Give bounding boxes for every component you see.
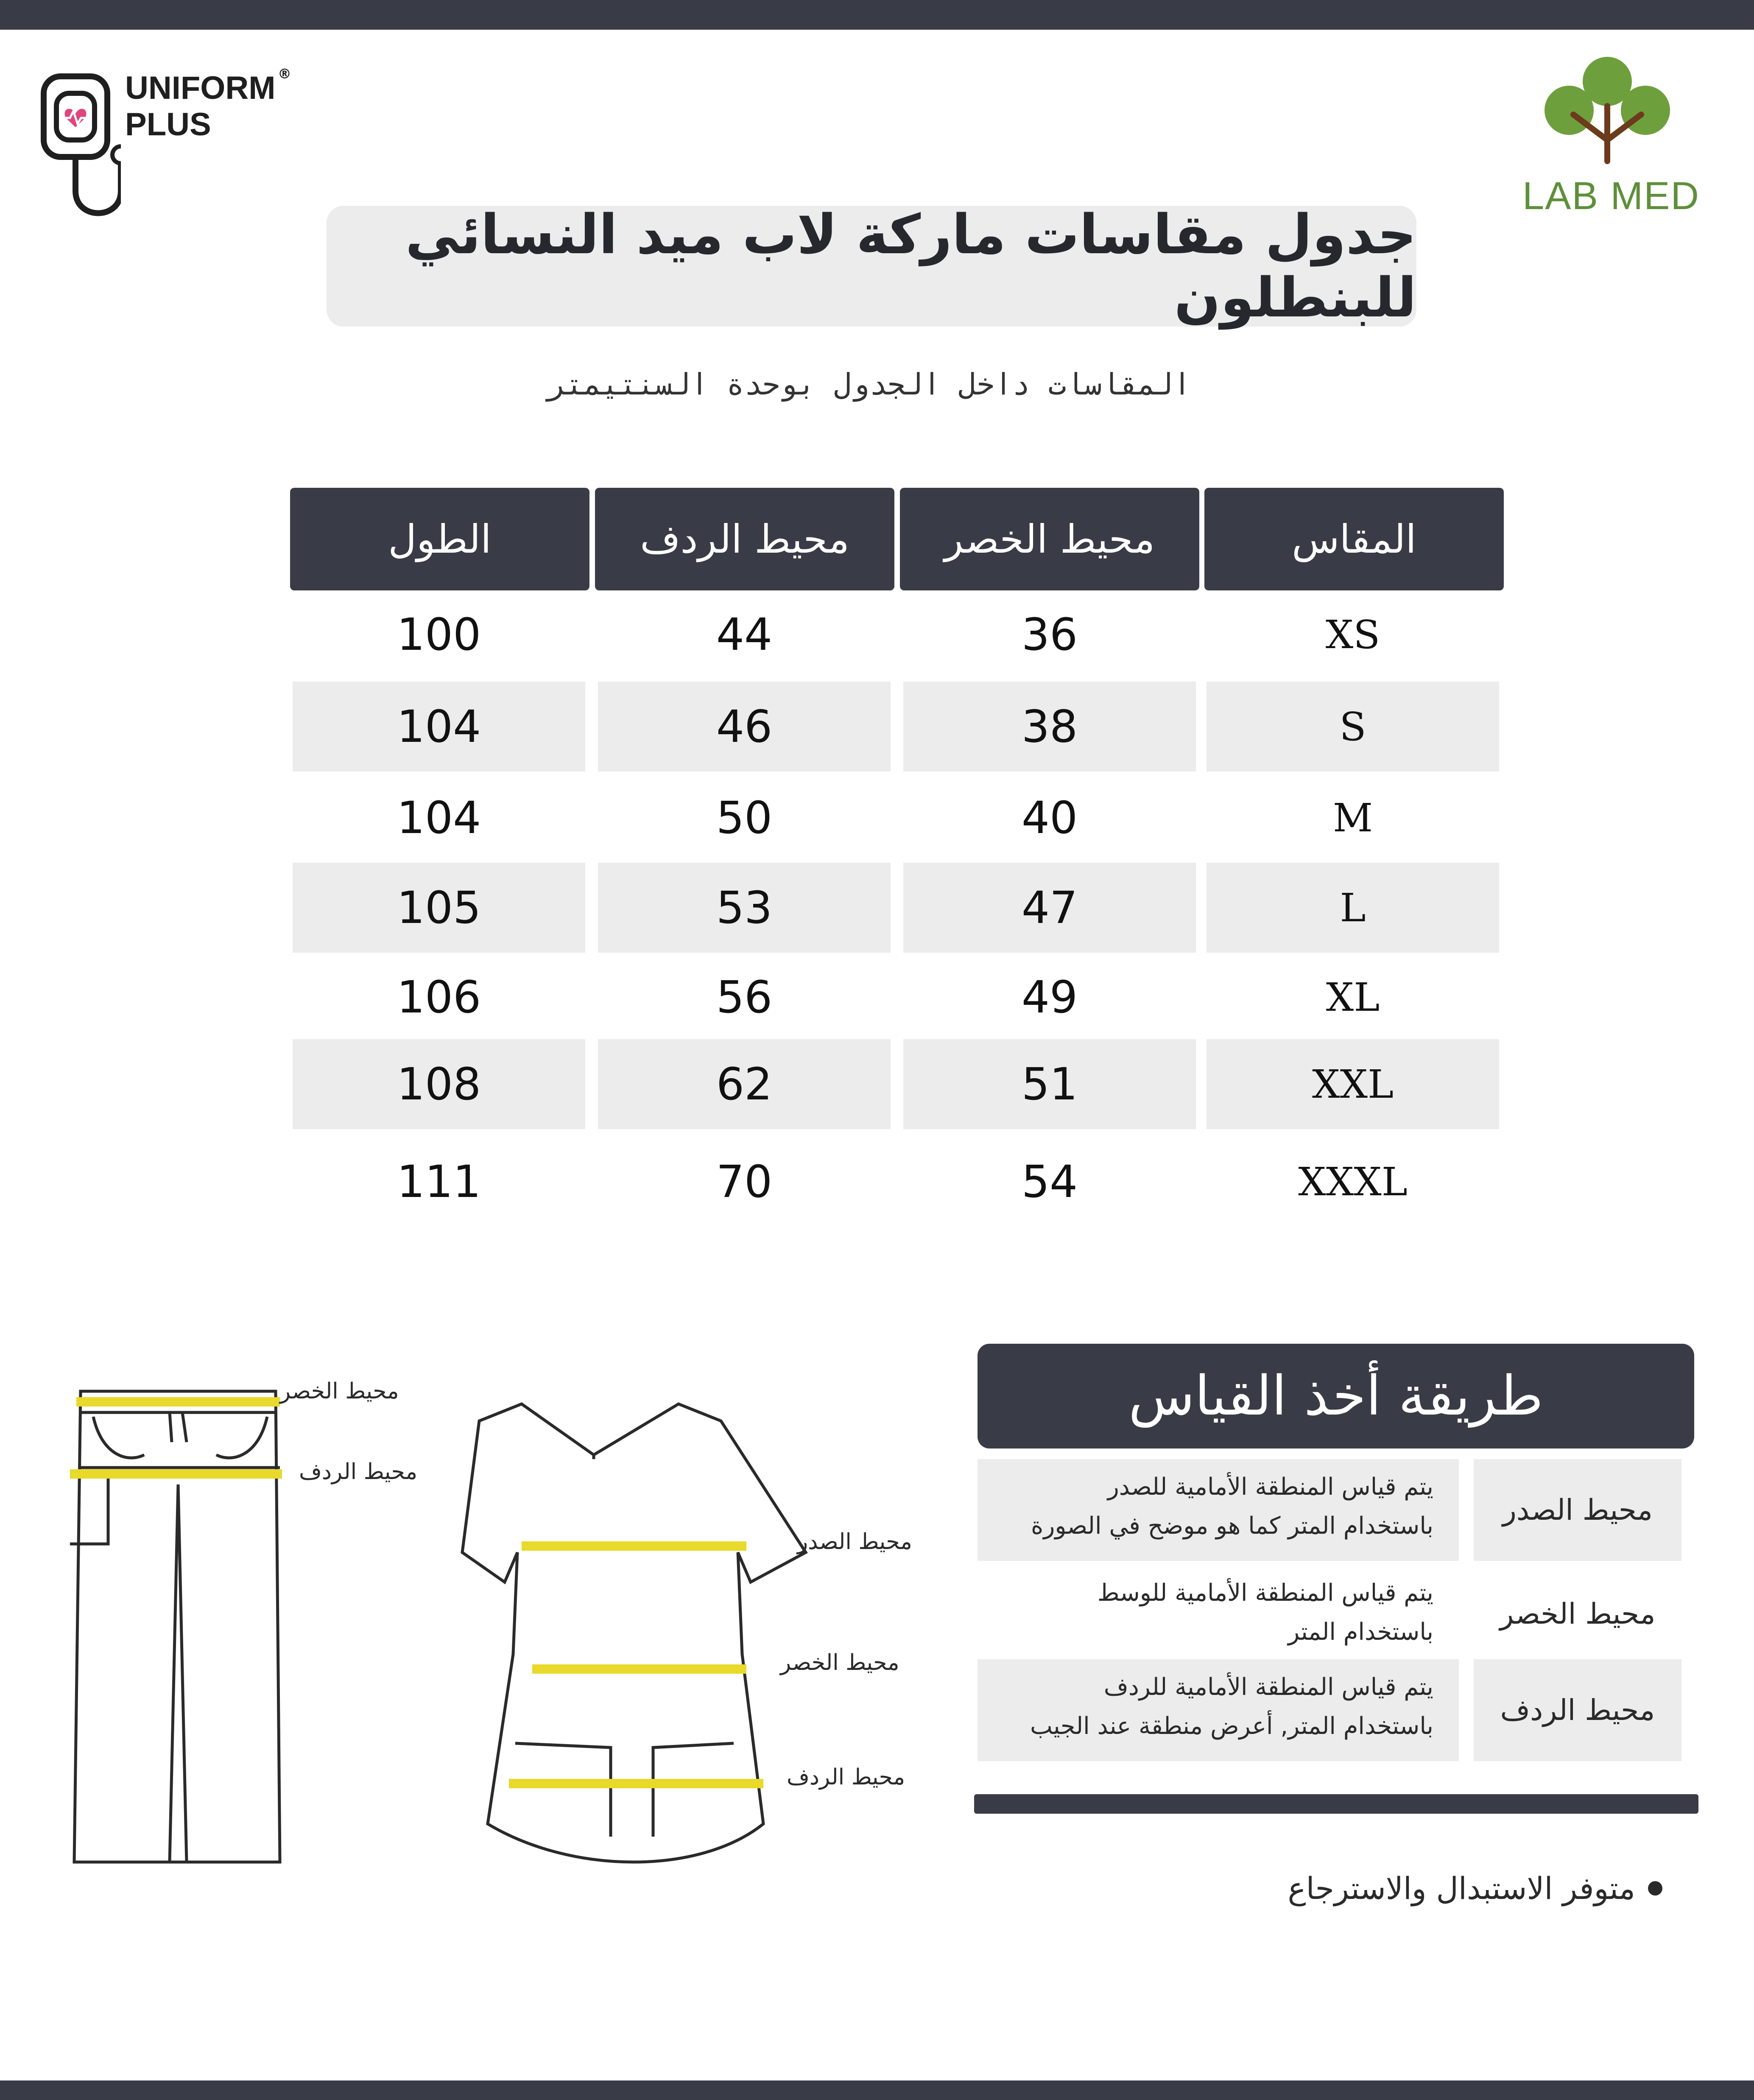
top-bar <box>0 0 1754 30</box>
registered-mark: ® <box>278 66 291 82</box>
bottom-bar <box>0 2080 1754 2100</box>
section-divider <box>974 1794 1698 1814</box>
subtitle: المقاسات داخل الجدول بوحدة السنتيمتر <box>547 367 1191 402</box>
brand-line1: UNIFORM <box>125 70 276 106</box>
table-row <box>288 590 1465 679</box>
cell-size: XXL <box>1207 1039 1499 1129</box>
top-drawing <box>462 1404 806 1862</box>
cell-size: XS <box>1325 612 1380 657</box>
table-row <box>288 863 1465 953</box>
cell-waist: 38 <box>903 682 1196 772</box>
measure-section-title: طريقة أخذ القياس <box>978 1344 1694 1448</box>
measure-name-hip: محيط الردف <box>1474 1659 1681 1761</box>
cell-size: M <box>1332 795 1373 841</box>
cell-size: XXXL <box>1298 1159 1408 1205</box>
header-waist: محيط الخصر <box>900 488 1199 590</box>
cell-size: S <box>1207 682 1499 772</box>
cell-length: 111 <box>397 1156 481 1208</box>
cell-hip: 53 <box>598 863 891 953</box>
cell-hip: 56 <box>716 971 773 1023</box>
cell-waist: 54 <box>1021 1156 1078 1208</box>
cell-length: 108 <box>293 1039 585 1129</box>
cell-length: 104 <box>397 792 481 844</box>
table-row <box>288 1137 1465 1227</box>
pants-drawing <box>70 1315 280 1862</box>
return-note <box>1230 1871 1662 1906</box>
table-row <box>288 1039 1465 1129</box>
measure-name-chest: محيط الصدر <box>1474 1459 1681 1561</box>
cell-waist: 49 <box>1021 971 1078 1023</box>
lab-med-logo <box>1510 55 1705 225</box>
cell-waist: 47 <box>903 863 1196 953</box>
cell-hip: 70 <box>716 1156 773 1208</box>
cell-hip: 62 <box>598 1039 891 1129</box>
return-note-text: متوفر الاستبدال والاسترجاع <box>1288 1871 1635 1906</box>
cell-length: 106 <box>397 971 481 1023</box>
measure-desc-hip <box>978 1659 1459 1761</box>
table-row <box>288 952 1465 1042</box>
label-pants-hip: محيط الردف <box>299 1459 418 1485</box>
label-top-chest: محيط الصدر <box>797 1529 912 1555</box>
brand-line2: PLUS <box>125 106 211 143</box>
cell-size: L <box>1207 863 1499 953</box>
header-length: الطول <box>290 488 589 590</box>
measure-desc-line: يتم قياس المنطقة الأمامية للردف <box>1103 1673 1433 1701</box>
header-size: المقاس <box>1204 488 1504 590</box>
page-title: جدول مقاسات ماركة لاب ميد النسائي للبنطلون <box>405 203 1416 330</box>
cell-length: 100 <box>397 609 481 660</box>
tree-icon <box>1510 55 1705 165</box>
cell-waist: 51 <box>903 1039 1196 1129</box>
table-row <box>288 682 1465 772</box>
measure-desc-line: باستخدام المتر <box>1288 1618 1433 1646</box>
cell-waist: 36 <box>1021 609 1078 660</box>
lab-med-name: LAB MED <box>1522 174 1700 218</box>
measure-desc-line: باستخدام المتر كما هو موضح في الصورة <box>1031 1512 1433 1540</box>
cell-hip: 46 <box>598 682 891 772</box>
label-pants-waist: محيط الخصر <box>280 1379 399 1404</box>
measure-desc-waist <box>978 1565 1459 1663</box>
uniform-plus-logo <box>36 64 299 233</box>
header-hip: محيط الردف <box>595 488 894 590</box>
cell-hip: 50 <box>716 792 773 844</box>
measure-desc-line: يتم قياس المنطقة الأمامية للوسط <box>1097 1579 1433 1607</box>
garment-diagrams <box>0 1315 954 1887</box>
table-row <box>288 773 1465 863</box>
measure-name-waist: محيط الخصر <box>1500 1597 1656 1631</box>
measure-desc-chest <box>978 1459 1459 1561</box>
cell-hip: 44 <box>716 609 773 660</box>
bullet-icon <box>1648 1881 1662 1896</box>
cell-length: 105 <box>293 863 585 953</box>
cell-size: XL <box>1326 974 1380 1020</box>
cell-waist: 40 <box>1021 792 1078 844</box>
measure-desc-line: باستخدام المتر, أعرض منطقة عند الجيب <box>1030 1712 1433 1740</box>
cell-length: 104 <box>293 682 585 772</box>
measure-desc-line: يتم قياس المنطقة الأمامية للصدر <box>1107 1473 1433 1501</box>
label-top-waist: محيط الخصر <box>780 1650 899 1675</box>
title-box <box>327 203 1416 330</box>
stethoscope-icon <box>36 64 121 233</box>
label-top-hip: محيط الردف <box>787 1764 905 1790</box>
